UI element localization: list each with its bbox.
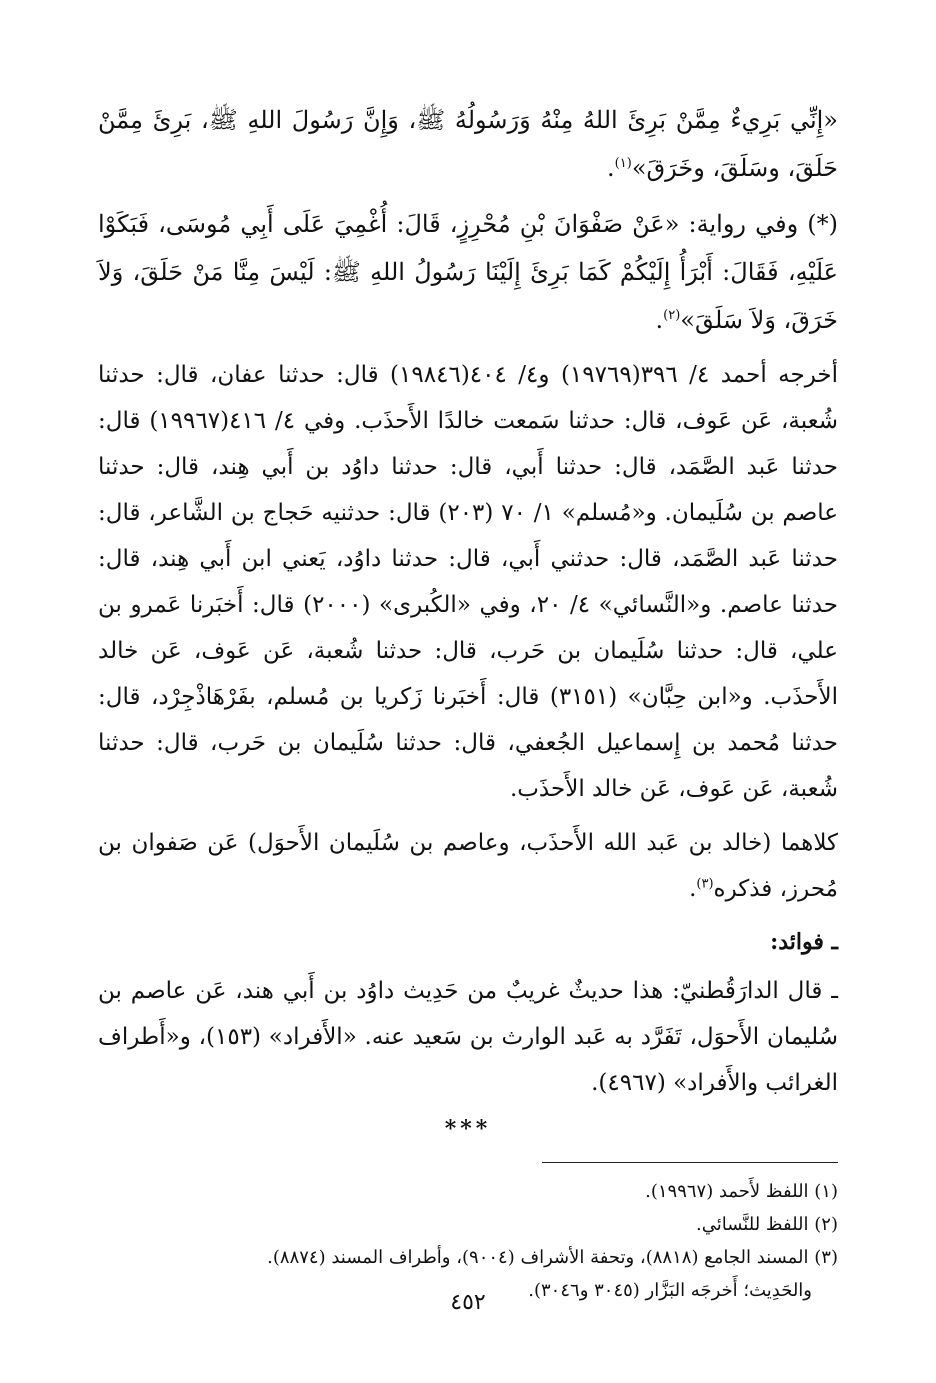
riwaya-text-content: (*) وفي رواية: «عَنْ صَفْوَانَ بْنِ مُحْرِزٍ، قَالَ: أُغْمِيَ عَلَى أَبِي مُوسَى، فَبَكَوْا عَلَيْهِ، فَقَالَ: أَبْرَأُ إِلَيْكُمْ كَمَا بَرِئَ إِلَيْنَا رَسُولُ اللهِ ﷺ: لَيْسَ مِنَّا مَنْ حَلَقَ، وَلاَ خَرَقَ، وَلاَ سَلَقَ» xyxy=(98,210,839,334)
footnote-3: (٣) المسند الجامع (٨٨١٨)، وتحفة الأشراف (٩٠٠٤)، وأطراف المسند (٨٨٧٤). xyxy=(267,1247,838,1268)
page-body xyxy=(98,96,838,1307)
riwaya-text xyxy=(98,200,838,344)
footnote-3-continuation: والحَدِيث؛ أَخرجَه البَزَّار (٣٠٤٥ و٣٠٤٦). xyxy=(528,1280,812,1301)
isnad-summary-end: . xyxy=(689,876,697,902)
benefits-heading: ـ فوائد: xyxy=(770,929,838,955)
footnote-1: (١) اللفظ لأَحمد (١٩٩٦٧). xyxy=(645,1181,838,1202)
footnote-2: (٢) اللفظ للنَّسائي. xyxy=(696,1214,838,1235)
footnote-divider xyxy=(542,1162,838,1163)
riwaya-text-end: . xyxy=(655,306,664,334)
hadith-text-end: . xyxy=(607,154,615,182)
takhrij-paragraph: أخرجه أحمد ٤/ ٣٩٦(١٩٧٦٩) و٤/ ٤٠٤(١٩٨٤٦) قال: حدثنا عفان، قال: حدثنا شُعبة، عَن عَوف، قال: حدثنا سَمعت خالدًا الأَحذَب. وفي ٤/ ٤١٦(١٩٩٦٧) قال: حدثنا عَبد الصَّمَد، قال: حدثنا أَبي، قال: حدثنا داوُد بن أَبي هِند، قال: حدثنا عاصم بن سُلَيمان. و«مُسلم» ١/ ٧٠ (٢٠٣) قال: حدثنيه حَجاج بن الشَّاعر، قال: حدثنا عَبد الصَّمَد، قال: حدثني أَبي، قال: حدثنا داوُد، يَعني ابن أَبي هِند، قال: حدثنا عاصم. و«النَّسائي» ٤/ ٢٠، وفي «الكُبرى» (٢٠٠٠) قال: أَخبَرنا عَمرو بن علي، قال: حدثنا سُلَيمان بن حَرب، قال: حدثنا شُعبة، عَن عَوف، عَن خالد الأَحذَب. و«ابن حِبَّان» (٣١٥١) قال: أَخبَرنا زَكريا بن مُسلم، بفَرْهَاذْجِرْد، قال: حدثنا مُحمد بن إِسماعيل الجُعفي، قال: حدثنا سُلَيمان بن حَرب، قال: حدثنا شُعبة، عَن عَوف، عَن خالد الأَحذَب. xyxy=(98,362,839,802)
page-number: ٤٥٢ xyxy=(450,1290,486,1315)
footnote-ref-2[interactable]: (٢) xyxy=(663,308,681,323)
isnad-summary xyxy=(98,820,838,912)
footnote-ref-3[interactable]: (٣) xyxy=(696,876,714,892)
hadith-text xyxy=(98,96,838,192)
hadith-text-content: «إِنِّي بَرِيءٌ مِمَّنْ بَرِئَ اللهُ مِنْهُ وَرَسُولُهُ ﷺ، وَإِنَّ رَسُولَ اللهِ ﷺ، بَرِئَ مِمَّنْ حَلَقَ، وسَلَقَ، وخَرَقَ» xyxy=(98,106,838,182)
section-separator-stars: *** xyxy=(444,1116,492,1142)
footnote-ref-1[interactable]: (١) xyxy=(614,156,632,171)
footnotes xyxy=(98,1175,838,1307)
daraqutni-note: ـ قال الدارَقُطنيّ: هذا حديثٌ غريبٌ من حَدِيث داوُد بن أَبي هند، عَن عاصم بن سُليمان الأَحوَل، تَفَرَّد به عَبد الوارث بن سَعيد عنه. «الأَفراد» (١٥٣)، و«أَطراف الغرائب والأَفراد» (٤٩٦٧). xyxy=(98,978,838,1096)
isnad-summary-content: كلاهما (خالد بن عَبد الله الأَحذَب، وعاصم بن سُلَيمان الأَحوَل) عَن صَفوان بن مُحرز، فذكره xyxy=(98,830,838,902)
